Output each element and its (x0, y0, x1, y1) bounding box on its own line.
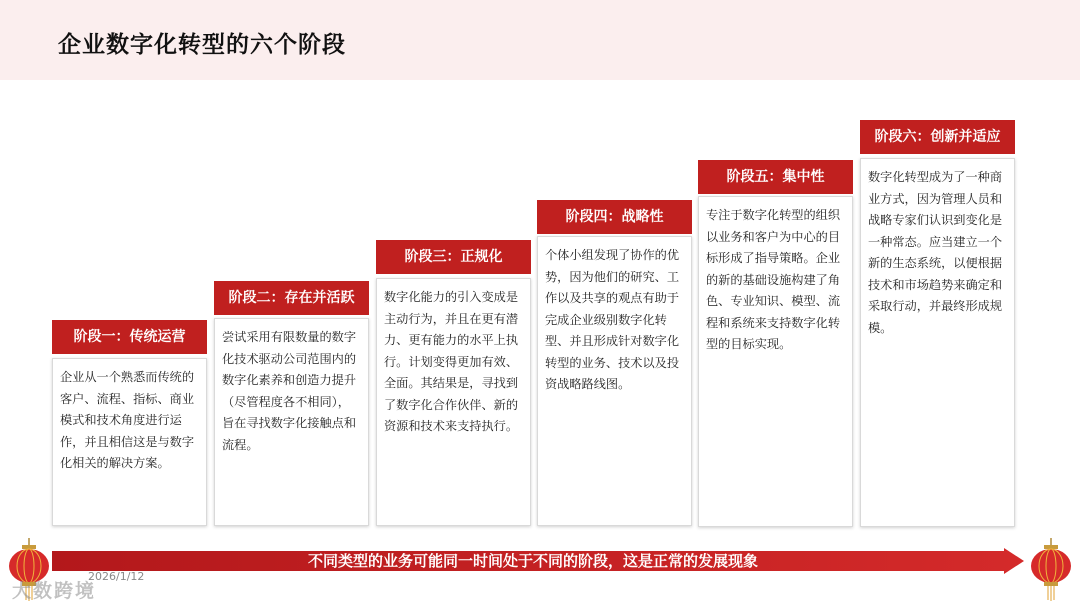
stage-1-label: 阶段一：传统运营 (52, 320, 207, 354)
stage-4-text: 个体小组发现了协作的优势，因为他们的研究、工作以及共享的观点有助于完成企业级别数字化转型、并且形成针对数字化转型的业务、技术以及投资战略路线图。 (537, 236, 692, 526)
arrow-caption: 不同类型的业务可能同一时间处于不同的阶段，这是正常的发展现象 (307, 552, 758, 570)
stage-6-label: 阶段六：创新并适应 (860, 120, 1015, 154)
stage-1-text: 企业从一个熟悉而传统的客户、流程、指标、商业模式和技术角度进行运作，并且相信这是与数字化相关的解决方案。 (52, 358, 207, 526)
page-title: 企业数字化转型的六个阶段 (58, 32, 346, 58)
stage-5-label: 阶段五：集中性 (698, 160, 853, 194)
lantern-right-icon (1028, 538, 1074, 602)
stage-3-text: 数字化能力的引入变成是主动行为，并且在更有潜力、更有能力的水平上执行。计划变得更加有效、全面。其结果是，寻找到了数字化合作伙伴、新的资源和技术来支持执行。 (376, 278, 531, 526)
watermark: 大数跨境 (12, 580, 97, 602)
stage-5-text: 专注于数字化转型的组织以业务和客户为中心的目标形成了指导策略。企业的新的基础设施构建了角色、专业知识、模型、流程和系统来支持数字化转型的目标实现。 (698, 196, 853, 527)
slide-date: 2026/1/12 (88, 570, 145, 583)
stage-2-text: 尝试采用有限数量的数字化技术驱动公司范围内的数字化素养和创造力提升（尽管程度各不相同），旨在寻找数字化接触点和流程。 (214, 318, 369, 526)
stage-2-label: 阶段二：存在并活跃 (214, 281, 369, 315)
stage-3-label: 阶段三：正规化 (376, 240, 531, 274)
stage-6-text: 数字化转型成为了一种商业方式，因为管理人员和战略专家们认识到变化是一种常态。应当建立一个新的生态系统，以便根据技术和市场趋势来确定和采取行动，并最终形成规模。 (860, 158, 1015, 527)
stage-4-label: 阶段四：战略性 (537, 200, 692, 234)
